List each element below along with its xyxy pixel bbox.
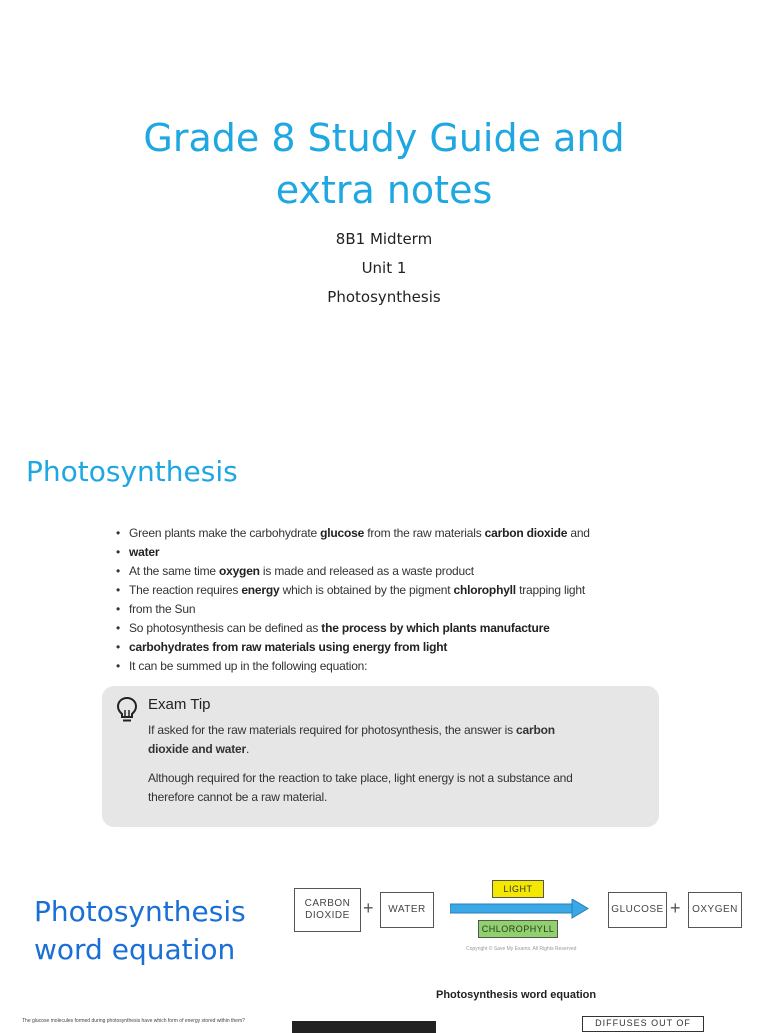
question-text: The glucose molecules formed during photosynthesis have which form of energy stored within them? <box>22 1018 245 1024</box>
plus-sign: + <box>363 898 374 918</box>
subtitle-midterm: 8B1 Midterm <box>335 230 433 248</box>
lightbulb-icon <box>116 696 138 724</box>
word-equation-caption: Photosynthesis word equation <box>436 989 597 1001</box>
product-glucose: GLUCOSE <box>608 892 667 928</box>
bullet-item: • So photosynthesis can be defined as the process by which plants manufacture <box>112 619 662 638</box>
product-oxygen: OXYGEN <box>688 892 742 928</box>
condition-chlorophyll: CHLOROPHYLL <box>478 920 558 938</box>
reaction-arrow-icon <box>450 899 590 919</box>
bullet-item: • It can be summed up in the following equation: <box>112 657 662 676</box>
subtitle-topic: Photosynthesis <box>327 288 441 306</box>
cut-off-box <box>292 1021 436 1033</box>
bullet-continuation: • from the Sun <box>112 600 662 619</box>
word-equation-heading: Photosynthesis word equation <box>34 895 246 966</box>
reactant-water: WATER <box>380 892 434 928</box>
exam-tip-title: Exam Tip <box>148 696 211 713</box>
copyright-note: Copyright © Save My Exams. All Rights Reserved <box>466 946 577 952</box>
bullet-continuation: • water <box>112 543 662 562</box>
bullet-item: • The reaction requires energy which is obtained by the pigment chlorophyll trapping light <box>112 581 662 600</box>
bullet-continuation: • carbohydrates from raw materials using energy from light <box>112 638 662 657</box>
subtitle-unit: Unit 1 <box>361 259 407 277</box>
bullet-item: • At the same time oxygen is made and released as a waste product <box>112 562 662 581</box>
title-line-2: extra notes <box>275 168 493 212</box>
document-title <box>0 112 768 216</box>
section-heading: Photosynthesis <box>26 455 238 488</box>
exam-tip-box <box>102 686 659 827</box>
reactant-carbon-dioxide: CARBON DIOXIDE <box>294 888 361 932</box>
condition-light: LIGHT <box>492 880 544 898</box>
cut-off-box-diffuses: DIFFUSES OUT OF <box>582 1016 704 1032</box>
exam-tip-paragraph-2: Although required for the reaction to take place, light energy is not a substance and therefore cannot be a raw material. <box>148 771 573 804</box>
bullet-list <box>112 524 662 676</box>
exam-tip-paragraph-1: If asked for the raw materials required for photosynthesis, the answer is carbon dioxide and water. <box>148 723 555 756</box>
bullet-item: • Green plants make the carbohydrate glucose from the raw materials carbon dioxide and <box>112 524 662 543</box>
plus-sign: + <box>670 898 681 918</box>
title-line-1: Grade 8 Study Guide and <box>143 116 625 160</box>
